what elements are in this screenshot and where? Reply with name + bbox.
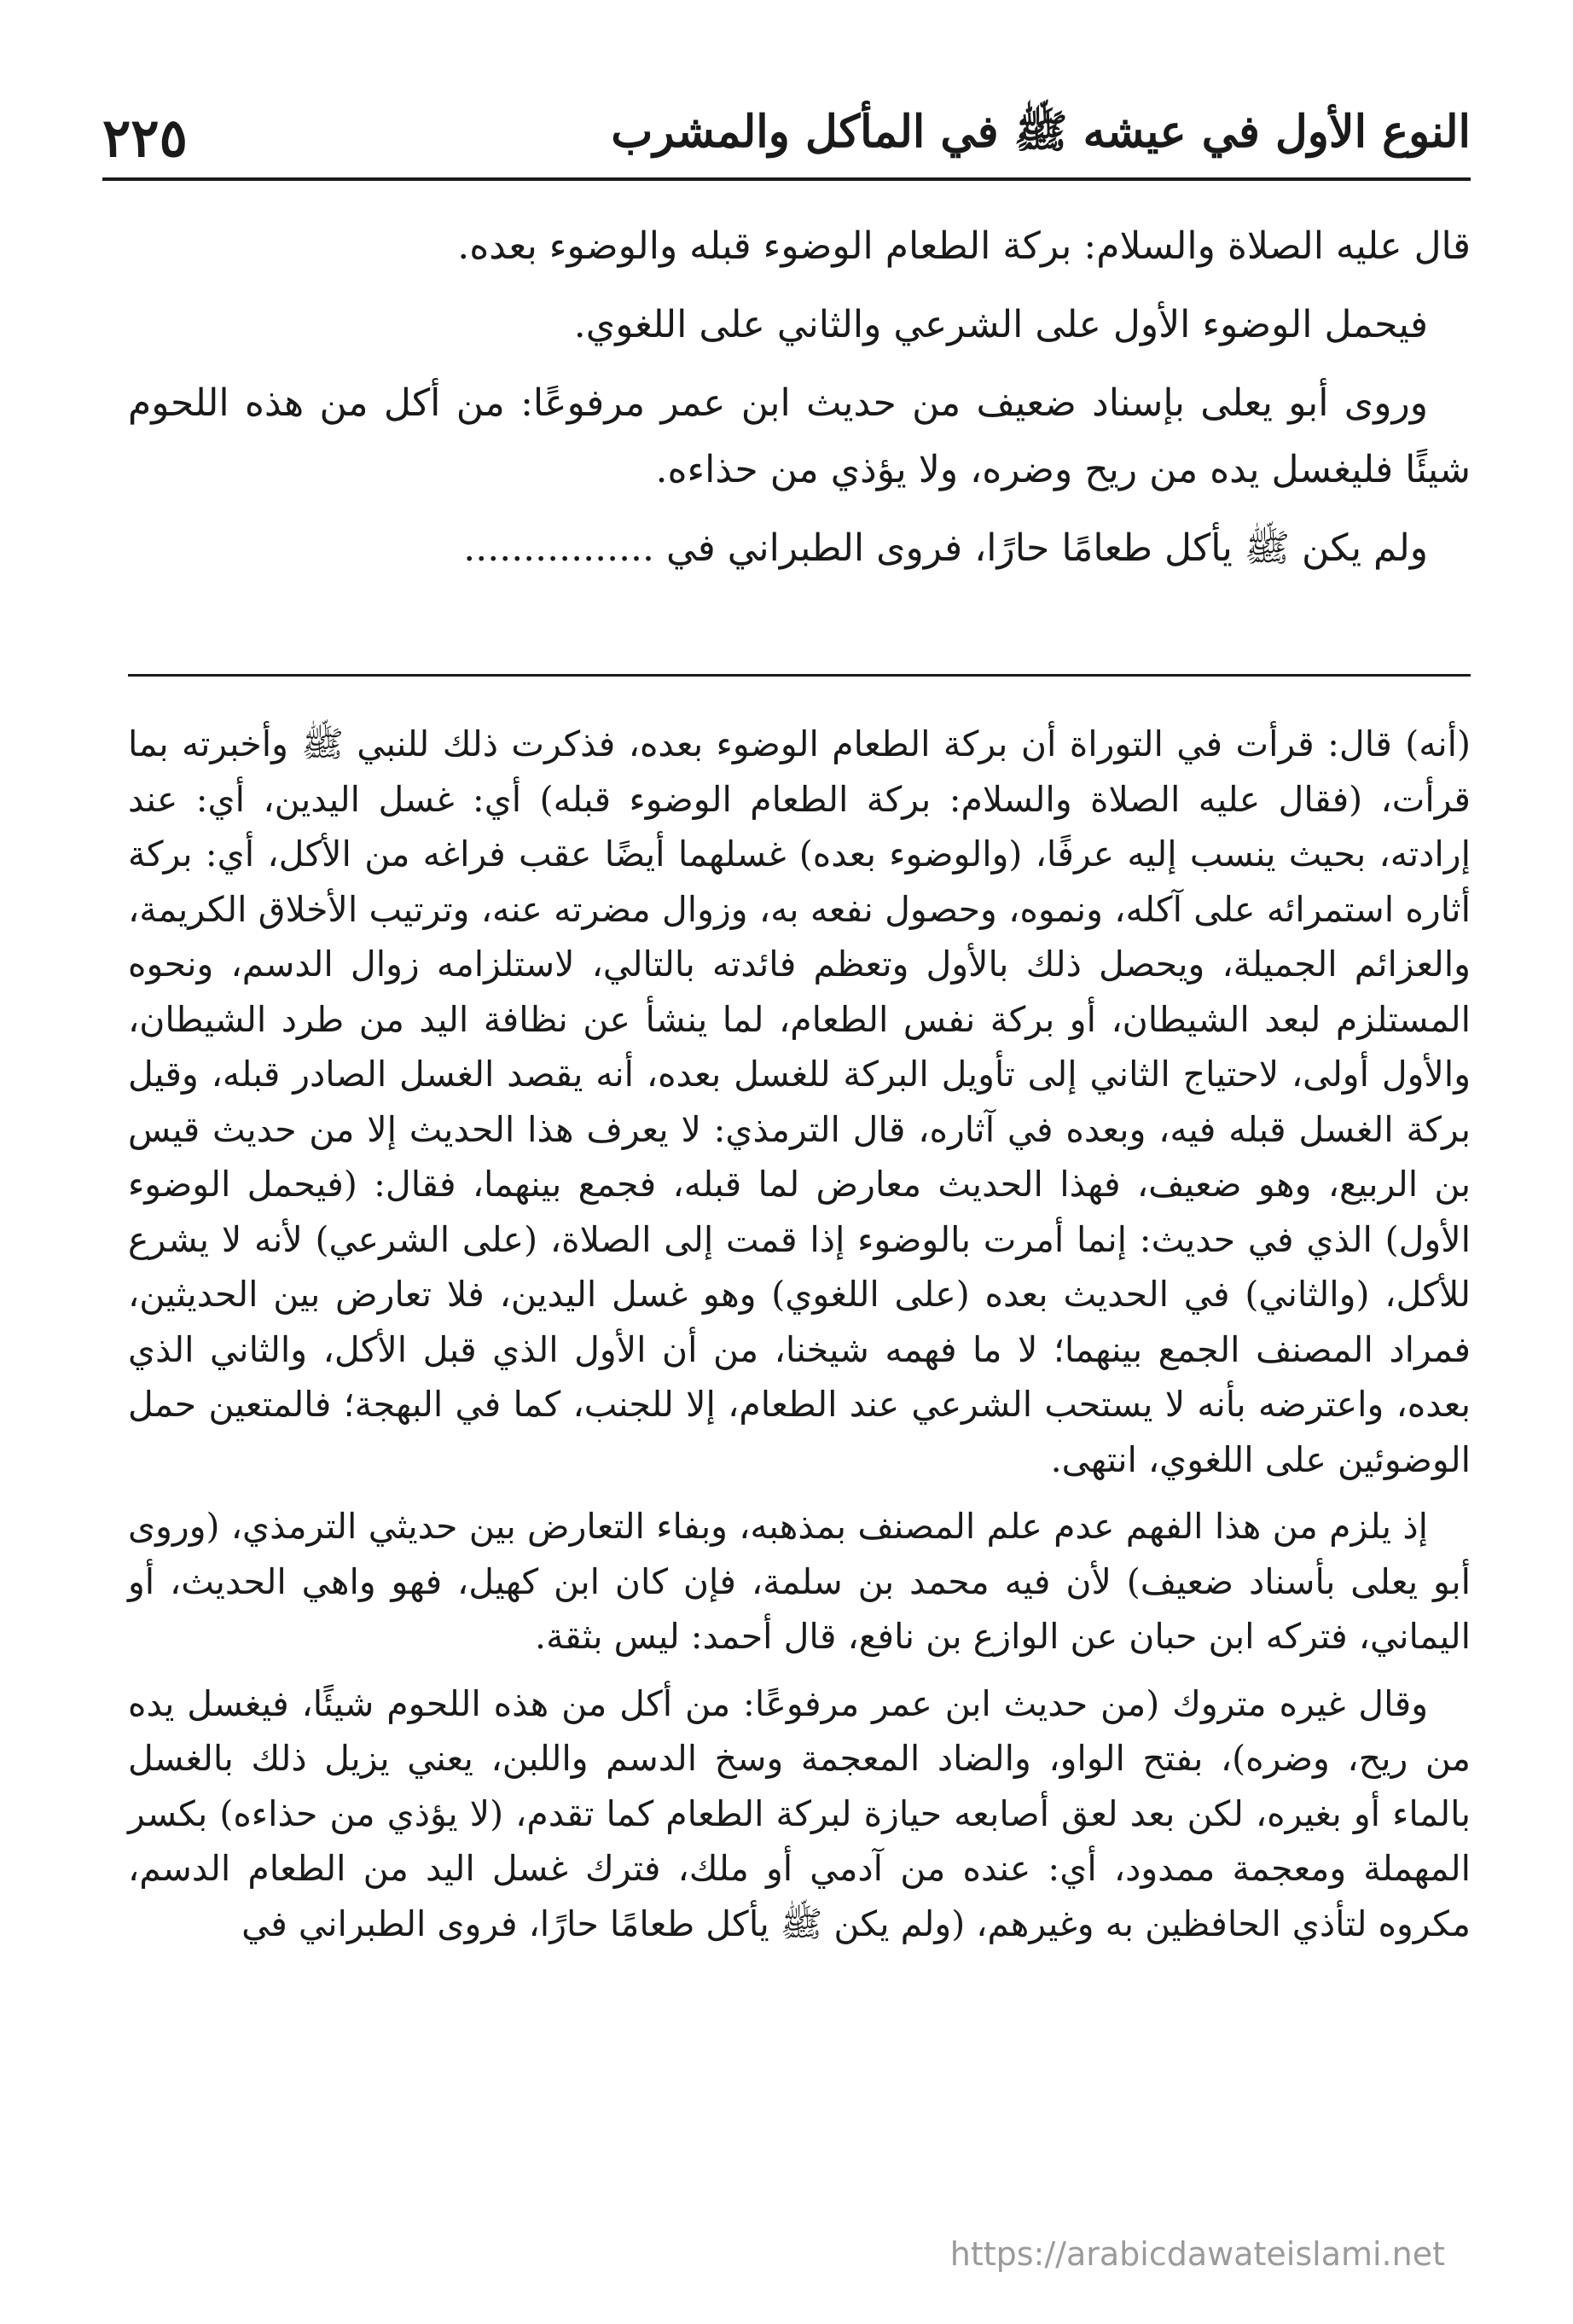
commentary-text bbox=[128, 717, 1471, 1963]
page-header bbox=[102, 75, 1471, 181]
section-divider bbox=[128, 674, 1471, 677]
commentary-paragraph-3: وقال غيره متروك (من حديث ابن عمر مرفوعًا: من أكل من هذه اللحوم شيئًا، فيغسل يده من ريح، وضره)، بفتح الواو، والضاد المعجمة وسخ الدسم واللبن، يعني يزيل ذلك بالغسل بالماء أو بغيره، لكن بعد لعق أصابعه حيازة لبركة الطعام كما تقدم، (لا يؤذي من حذاءه) بكسر المهملة ومعجمة ممدود، أي: عنده من آدمي أو ملك، فترك غسل اليد من الطعام الدسم، مكروه لتأذي الحافظين به وغيرهم، (ولم يكن ﷺ يأكل طعامًا حارًا، فروى الطبراني في bbox=[128, 1682, 1471, 1944]
commentary-paragraph-2: إذ يلزم من هذا الفهم عدم علم المصنف بمذهبه، وبفاء التعارض بين حديثي الترمذي، (وروى أبو يعلى بأسناد ضعيف) لأن فيه محمد بن سلمة، فإن كان ابن كهيل، فهو واهي الحديث، أو اليماني، فتركه ابن حبان عن الوازع بن نافع، قال أحمد: ليس بثقة. bbox=[128, 1506, 1471, 1657]
main-paragraph-4: ولم يكن ﷺ يأكل طعامًا حارًا، فروى الطبراني في ................ bbox=[463, 526, 1428, 570]
main-paragraph-1: قال عليه الصلاة والسلام: بركة الطعام الوضوء قبله والوضوء بعده. bbox=[457, 224, 1471, 268]
main-paragraph-2: فيحمل الوضوء الأول على الشرعي والثاني على اللغوي. bbox=[573, 303, 1428, 346]
running-title: النوع الأول في عيشه ﷺ في المأكل والمشرب bbox=[611, 106, 1471, 158]
commentary-paragraph-1: (أنه) قال: قرأت في التوراة أن بركة الطعام الوضوء بعده، فذكرت ذلك للنبي ﷺ وأخبرته بما قرأت، (فقال عليه الصلاة والسلام: بركة الطعام الوضوء قبله) أي: غسل اليدين، أي: عند إرادته، بحيث ينسب إليه عرفًا، (والوضوء بعده) غسلهما أيضًا عقب فراغه من الأكل، أي: بركة أثاره استمرائه على آكله، ونموه، وحصول نفعه به، وزوال مضرته عنه، وترتيب الأخلاق الكريمة، والعزائم الجميلة، ويحصل ذلك بالأول وتعظم فائدته بالتالي، لاستلزامه زوال الدسم، ونحوه المستلزم لبعد الشيطان، أو بركة نفس الطعام، لما ينشأ عن نظافة اليد من طرد الشيطان، والأول أولى، لاحتياج الثاني إلى تأويل البركة للغسل بعده، أنه يقصد الغسل الصادر قبله، وقيل بركة الغسل قبله فيه، وبعده في آثاره، قال الترمذي: لا يعرف هذا الحديث إلا من حديث قيس بن الربيع، وهو ضعيف، فهذا الحديث معارض لما قبله، فجمع بينهما، فقال: (فيحمل الوضوء الأول) الذي في حديث: إنما أمرت بالوضوء إذا قمت إلى الصلاة، (على الشرعي) لأنه لا يشرع للأكل، (والثاني) في الحديث بعده (على اللغوي) وهو غسل اليدين، فلا تعارض بين الحديثين، فمراد المصنف الجمع بينهما؛ لا ما فهمه شيخنا، من أن الأول الذي قبل الأكل، والثاني الذي بعده، واعترضه بأنه لا يستحب الشرعي عند الطعام، إلا للجنب، كما في البهجة؛ فالمتعين حمل الوضوئين على اللغوي، انتهى. bbox=[128, 723, 1471, 1480]
footer-url: https://arabicdawateislami.net bbox=[949, 2235, 1445, 2273]
main-text bbox=[128, 213, 1471, 594]
page-number: ٢٢٥ bbox=[102, 107, 188, 169]
main-paragraph-3: وروى أبو يعلى بإسناد ضعيف من حديث ابن عمر مرفوعًا: من أكل من هذه اللحوم شيئًا فليغسل يده من ريح وضره، ولا يؤذي من حذاءه. bbox=[128, 381, 1471, 491]
